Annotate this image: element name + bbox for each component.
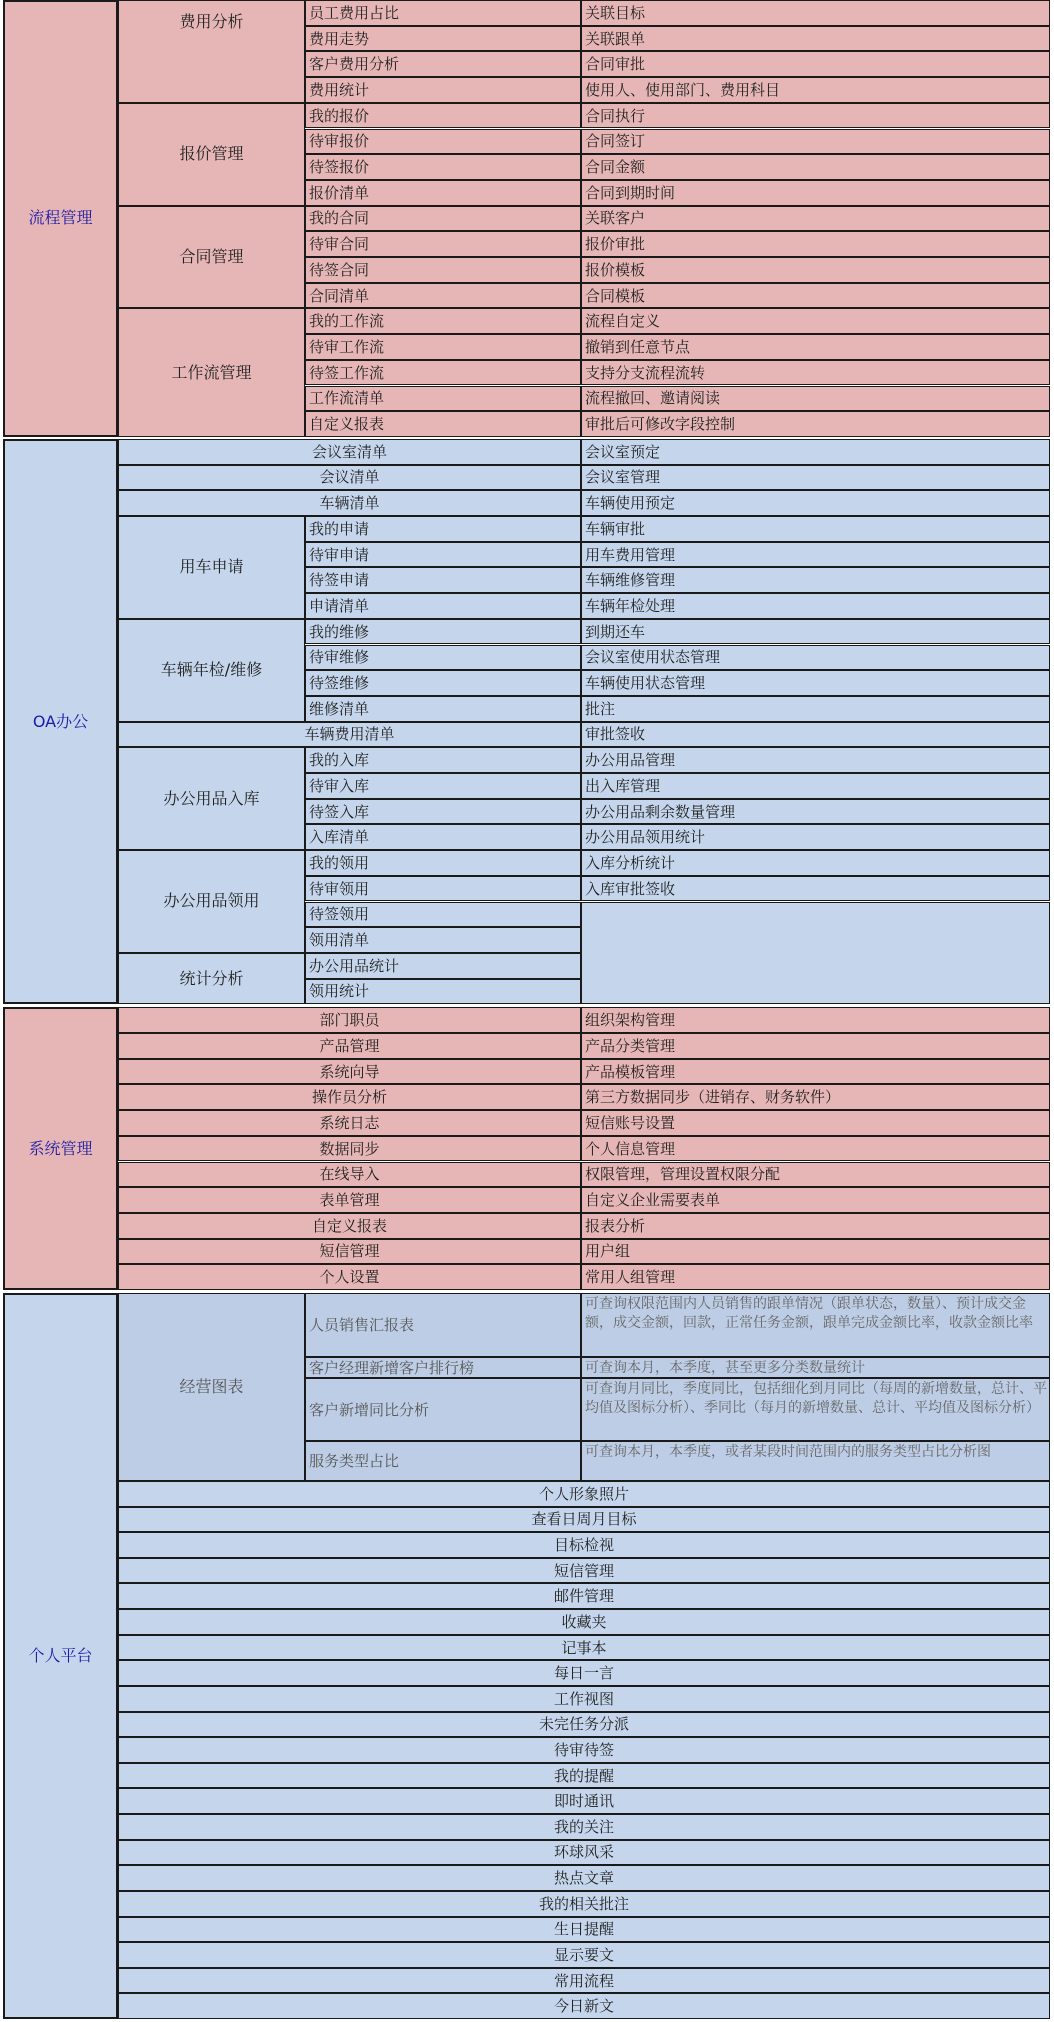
- chart-item-cell: 服务类型占比: [305, 1441, 581, 1481]
- chart-desc-cell: 可查询本月，本季度，甚至更多分类数量统计: [581, 1357, 1050, 1378]
- item-cell: 申请清单: [305, 593, 581, 619]
- item-cell: 操作员分析: [118, 1084, 581, 1110]
- group-expense: 费用分析: [118, 0, 305, 103]
- item-cell: 待审维修: [305, 645, 581, 671]
- item-cell: 报价清单: [305, 180, 581, 206]
- feature-cell: 车辆维修管理: [581, 567, 1050, 593]
- feature-cell: 会议室使用状态管理: [581, 645, 1050, 671]
- item-cell: 待审入库: [305, 773, 581, 799]
- personal-item-cell: 常用流程: [118, 1968, 1050, 1994]
- chart-desc-cell: 可查询权限范围内人员销售的跟单情况（跟单状态，数量）、预计成交金额，成交金额，回款，正常任务金额，跟单完成金额比率，收款金额比率: [581, 1293, 1050, 1357]
- item-cell: 合同清单: [305, 283, 581, 309]
- item-cell: 产品管理: [118, 1033, 581, 1059]
- feature-cell: 合同金额: [581, 154, 1050, 180]
- personal-item-cell: 我的提醒: [118, 1763, 1050, 1789]
- feature-cell: 到期还车: [581, 619, 1050, 645]
- item-cell: 个人设置: [118, 1264, 581, 1290]
- feature-cell: 入库分析统计: [581, 850, 1050, 876]
- item-cell: 员工费用占比: [305, 0, 581, 26]
- feature-cell: 权限管理，管理设置权限分配: [581, 1162, 1050, 1188]
- feature-cell: 合同到期时间: [581, 180, 1050, 206]
- feature-cell: 合同审批: [581, 51, 1050, 77]
- personal-item-cell: 个人形象照片: [118, 1481, 1050, 1507]
- item-cell: 待审工作流: [305, 334, 581, 360]
- feature-cell: 支持分支流程流转: [581, 360, 1050, 386]
- item-cell: 待审领用: [305, 876, 581, 902]
- personal-item-cell: 今日新文: [118, 1993, 1050, 2019]
- item-cell: 客户费用分析: [305, 51, 581, 77]
- feature-cell: 关联目标: [581, 0, 1050, 26]
- feature-cell: 办公用品领用统计: [581, 824, 1050, 850]
- item-cell: 在线导入: [118, 1162, 581, 1188]
- feature-cell: 用户组: [581, 1239, 1050, 1265]
- chart-desc-cell: 可查询本月，本季度，或者某段时间范围内的服务类型占比分析图: [581, 1441, 1050, 1481]
- feature-cell: 常用人组管理: [581, 1264, 1050, 1290]
- feature-cell: 产品分类管理: [581, 1033, 1050, 1059]
- item-cell: 待签维修: [305, 670, 581, 696]
- feature-cell: 会议室管理: [581, 465, 1050, 491]
- personal-item-cell: 每日一言: [118, 1660, 1050, 1686]
- feature-cell: 车辆年检处理: [581, 593, 1050, 619]
- chart-item-cell: 人员销售汇报表: [305, 1293, 581, 1357]
- feature-cell: 出入库管理: [581, 773, 1050, 799]
- feature-cell: 合同模板: [581, 283, 1050, 309]
- item-cell: 领用清单: [305, 927, 581, 953]
- personal-item-cell: 目标检视: [118, 1532, 1050, 1558]
- item-cell: 我的维修: [305, 619, 581, 645]
- feature-cell: 流程撤回、邀请阅读: [581, 386, 1050, 412]
- chart-item-cell: 客户新增同比分析: [305, 1378, 581, 1441]
- group-office_use: 办公用品领用: [118, 850, 305, 953]
- chart-item-cell: 客户经理新增客户排行榜: [305, 1357, 581, 1378]
- feature-cell: 办公用品剩余数量管理: [581, 799, 1050, 825]
- feature-cell: 产品模板管理: [581, 1059, 1050, 1085]
- item-cell: 我的领用: [305, 850, 581, 876]
- personal-item-cell: 生日提醒: [118, 1917, 1050, 1943]
- personal-item-cell: 热点文章: [118, 1865, 1050, 1891]
- feature-cell: 审批后可修改字段控制: [581, 411, 1050, 437]
- item-cell: 费用统计: [305, 77, 581, 103]
- feature-cell: 关联客户: [581, 206, 1050, 232]
- section-oa: OA办公: [3, 439, 118, 1004]
- personal-item-cell: 我的相关批注: [118, 1891, 1050, 1917]
- item-cell: 系统向导: [118, 1059, 581, 1085]
- personal-item-cell: 短信管理: [118, 1558, 1050, 1584]
- feature-cell: 关联跟单: [581, 26, 1050, 52]
- personal-item-cell: 记事本: [118, 1635, 1050, 1661]
- feature-cell: 车辆使用状态管理: [581, 670, 1050, 696]
- item-cell: 工作流清单: [305, 386, 581, 412]
- item-cell: 待签报价: [305, 154, 581, 180]
- personal-item-cell: 环球风采: [118, 1840, 1050, 1866]
- group-stats: 统计分析: [118, 953, 305, 1004]
- section-personal: 个人平台: [3, 1293, 118, 2019]
- item-cell: 车辆清单: [118, 490, 581, 516]
- personal-item-cell: 显示要文: [118, 1942, 1050, 1968]
- personal-item-cell: 待审待签: [118, 1737, 1050, 1763]
- feature-cell: 审批签收: [581, 722, 1050, 748]
- personal-item-cell: 即时通讯: [118, 1788, 1050, 1814]
- feature-cell: 车辆使用预定: [581, 490, 1050, 516]
- item-cell: 我的入库: [305, 747, 581, 773]
- feature-cell: 组织架构管理: [581, 1007, 1050, 1033]
- item-cell: 我的报价: [305, 103, 581, 129]
- feature-cell: 合同执行: [581, 103, 1050, 129]
- group-charts: 经营图表: [118, 1293, 305, 1481]
- group-workflow: 工作流管理: [118, 308, 305, 437]
- item-cell: 表单管理: [118, 1187, 581, 1213]
- item-cell: 入库清单: [305, 824, 581, 850]
- item-cell: 待签申请: [305, 567, 581, 593]
- item-cell: 车辆费用清单: [118, 722, 581, 748]
- item-cell: 待签入库: [305, 799, 581, 825]
- item-cell: 部门职员: [118, 1007, 581, 1033]
- item-cell: 我的合同: [305, 206, 581, 232]
- chart-desc-cell: 可查询月同比，季度同比，包括细化到月同比（每周的新增数量，总计、平均值及图标分析）、季同比（每月的新增数量、总计、平均值及图标分析）: [581, 1378, 1050, 1441]
- item-cell: 我的申请: [305, 516, 581, 542]
- feature-cell: 车辆审批: [581, 516, 1050, 542]
- personal-item-cell: 查看日周月目标: [118, 1507, 1050, 1533]
- personal-item-cell: 收藏夹: [118, 1609, 1050, 1635]
- item-cell: 会议室清单: [118, 439, 581, 465]
- section-process: 流程管理: [3, 0, 118, 437]
- feature-cell: 用车费用管理: [581, 542, 1050, 568]
- item-cell: 我的工作流: [305, 308, 581, 334]
- group-car_apply: 用车申请: [118, 516, 305, 619]
- group-car_repair: 车辆年检/维修: [118, 619, 305, 722]
- feature-cell: 第三方数据同步（进销存、财务软件）: [581, 1084, 1050, 1110]
- item-cell: 待审报价: [305, 129, 581, 155]
- section-system: 系统管理: [3, 1007, 118, 1290]
- item-cell: 数据同步: [118, 1136, 581, 1162]
- item-cell: 系统日志: [118, 1110, 581, 1136]
- feature-cell: 撤销到任意节点: [581, 334, 1050, 360]
- feature-cell: 办公用品管理: [581, 747, 1050, 773]
- item-cell: 费用走势: [305, 26, 581, 52]
- personal-item-cell: 工作视图: [118, 1686, 1050, 1712]
- feature-cell: 报表分析: [581, 1213, 1050, 1239]
- personal-item-cell: 未完任务分派: [118, 1712, 1050, 1738]
- feature-cell: 使用人、使用部门、费用科目: [581, 77, 1050, 103]
- feature-cell: 会议室预定: [581, 439, 1050, 465]
- item-cell: 待签合同: [305, 257, 581, 283]
- feature-cell: 短信账号设置: [581, 1110, 1050, 1136]
- item-cell: 领用统计: [305, 979, 581, 1005]
- feature-cell: 个人信息管理: [581, 1136, 1050, 1162]
- item-cell: 自定义报表: [118, 1213, 581, 1239]
- item-cell: 待审合同: [305, 231, 581, 257]
- item-cell: 待签工作流: [305, 360, 581, 386]
- feature-blank: [581, 902, 1050, 1005]
- item-cell: 待签领用: [305, 902, 581, 928]
- group-contract: 合同管理: [118, 206, 305, 309]
- item-cell: 短信管理: [118, 1239, 581, 1265]
- feature-cell: 报价审批: [581, 231, 1050, 257]
- item-cell: 会议清单: [118, 465, 581, 491]
- item-cell: 自定义报表: [305, 411, 581, 437]
- personal-item-cell: 邮件管理: [118, 1583, 1050, 1609]
- feature-cell: 自定义企业需要表单: [581, 1187, 1050, 1213]
- group-quote: 报价管理: [118, 103, 305, 206]
- feature-cell: 入库审批签收: [581, 876, 1050, 902]
- group-office_in: 办公用品入库: [118, 747, 305, 850]
- feature-cell: 合同签订: [581, 129, 1050, 155]
- item-cell: 办公用品统计: [305, 953, 581, 979]
- item-cell: 维修清单: [305, 696, 581, 722]
- feature-cell: 批注: [581, 696, 1050, 722]
- feature-cell: 流程自定义: [581, 308, 1050, 334]
- feature-cell: 报价模板: [581, 257, 1050, 283]
- personal-item-cell: 我的关注: [118, 1814, 1050, 1840]
- item-cell: 待审申请: [305, 542, 581, 568]
